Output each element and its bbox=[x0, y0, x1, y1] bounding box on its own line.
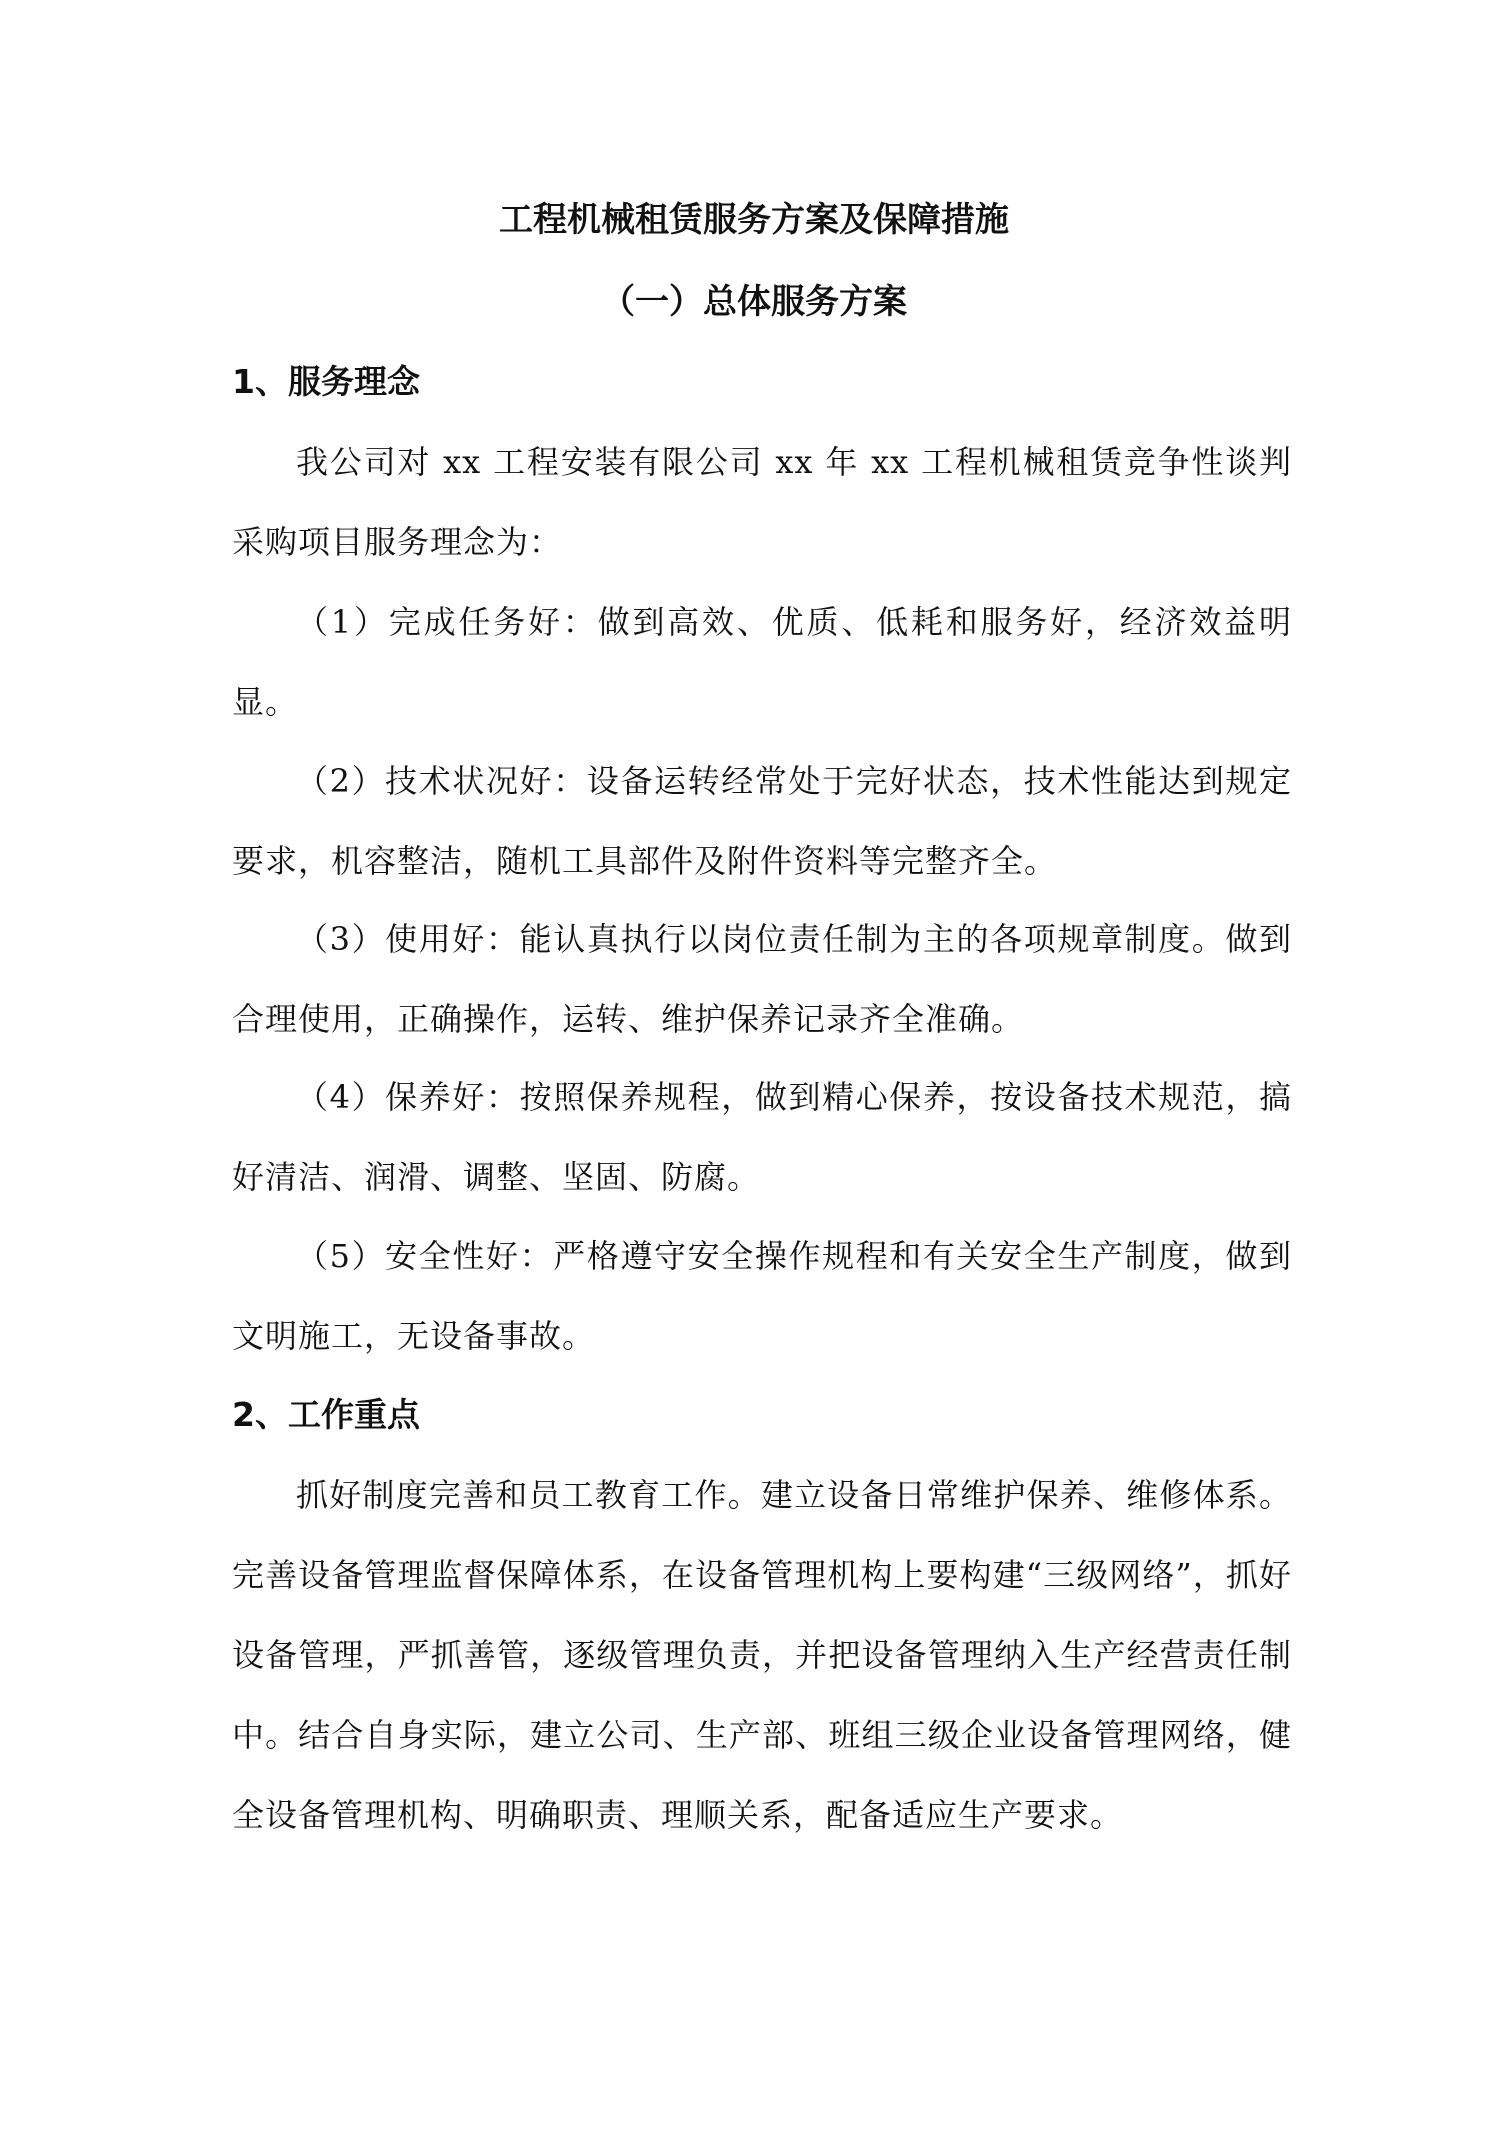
service-concept-item-2: （2）技术状况好：设备运转经常处于完好状态，技术性能达到规定要求，机容整洁，随机工具部件及附件资料等完整齐全。 bbox=[232, 762, 1292, 880]
document-title: 工程机械租赁服务方案及保障措施 bbox=[499, 200, 1009, 240]
service-concept-item-1: （1）完成任务好：做到高效、优质、低耗和服务好，经济效益明显。 bbox=[232, 603, 1292, 721]
service-concept-item-3: （3）使用好：能认真执行以岗位责任制为主的各项规章制度。做到合理使用，正确操作，运转、维护保养记录齐全准确。 bbox=[232, 920, 1292, 1038]
work-focus-paragraph: 抓好制度完善和员工教育工作。建立设备日常维护保养、维修体系。完善设备管理监督保障体系，在设备管理机构上要构建“三级网络”，抓好设备管理，严抓善管，逐级管理负责，并把设备管理纳入生产经营责任制中。结合自身实际，建立公司、生产部、班组三级企业设备管理网络，健全设备管理机构、明确职责、理顺关系，配备适应生产要求。 bbox=[232, 1476, 1292, 1834]
document-subtitle: （一）总体服务方案 bbox=[601, 282, 907, 322]
section-heading-work-focus: 2、工作重点 bbox=[232, 1395, 420, 1434]
section-heading-service-concept: 1、服务理念 bbox=[232, 362, 420, 401]
service-concept-item-5: （5）安全性好：严格遵守安全操作规程和有关安全生产制度，做到文明施工，无设备事故。 bbox=[232, 1237, 1292, 1355]
service-concept-item-4: （4）保养好：按照保养规程，做到精心保养，按设备技术规范，搞好清洁、润滑、调整、坚固、防腐。 bbox=[232, 1078, 1292, 1196]
service-concept-intro: 我公司对 xx 工程安装有限公司 xx 年 xx 工程机械租赁竞争性谈判采购项目服务理念为： bbox=[232, 443, 1292, 561]
